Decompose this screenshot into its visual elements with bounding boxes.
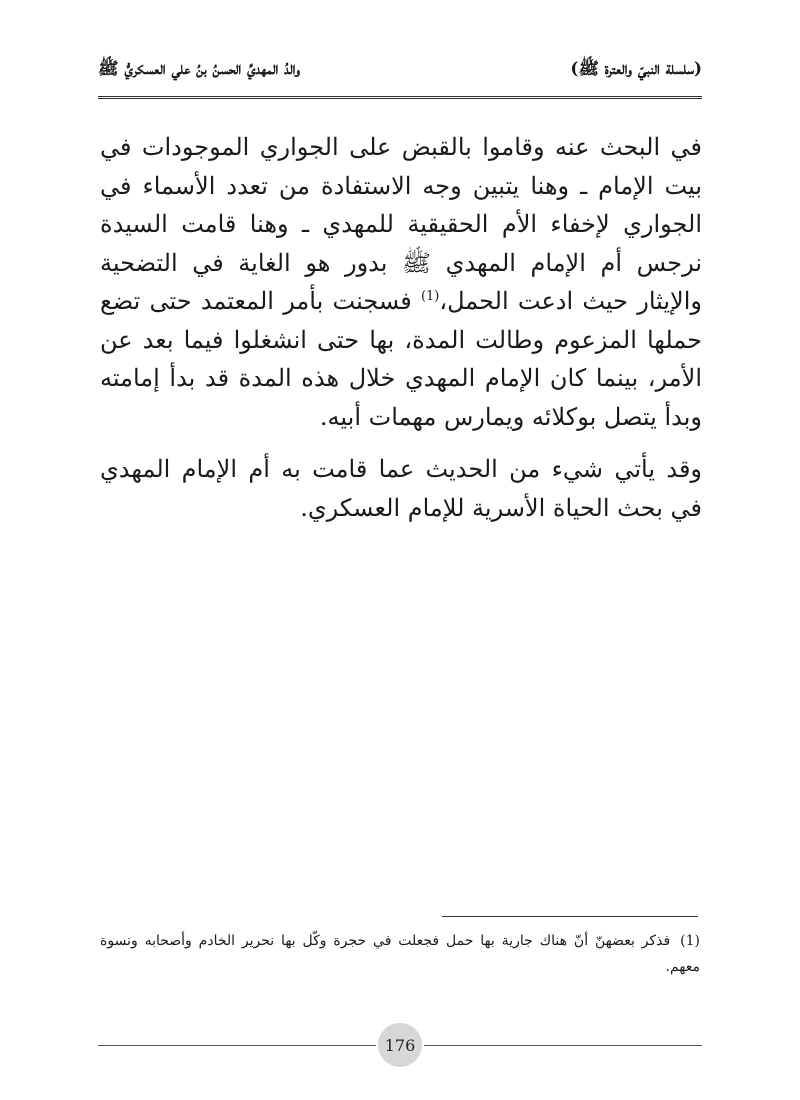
main-text (100, 128, 702, 541)
footnote-divider (442, 916, 698, 917)
page-number-rule-left (98, 1045, 376, 1046)
paragraph-2: وقد يأتي شيء من الحديث عما قامت به أم الإمام المهدي في بحث الحياة الأسرية للإمام العسكري. (100, 455, 702, 522)
chapter-title: والدُ المهديِّ الحسنُ بنُ علي العسكريُّ ﷺ (98, 59, 301, 79)
footnote (100, 928, 700, 980)
page-number (378, 1023, 422, 1067)
footnote-number: (1) (680, 933, 700, 949)
running-header (98, 58, 702, 90)
paragraph-1-text-a: في البحث عنه وقاموا بالقبض على الجواري الموجودات في بيت الإمام ـ وهنا يتبين وجه الاستفادة من تعدد الأسماء في الجواري لإخفاء الأم الحقيقية للمهدي ـ وهنا قامت السيدة نرجس أم الإمام المهدي ﷺ بدور هو الغاية في التضحية والإيثار حيث ادعت الحمل، (100, 133, 702, 315)
page-number-rule-right (424, 1045, 702, 1046)
footnote-text: فذكر بعضهنّ أنّ هناك جارية بها حمل فجعلت في حجرة وكّل بها نحرير الخادم وأصحابه ونسوة معهم. (100, 933, 700, 975)
header-divider (98, 96, 702, 99)
paragraph-1 (100, 128, 702, 436)
page-number-label: 176 (384, 1035, 416, 1055)
series-title: (سلسلة النبيّ والعترة ﷺ) (570, 59, 702, 79)
paragraph-1-text-b: فسجنت بأمر المعتمد حتى تضع حملها المزعوم وطالت المدة، بها حتى انشغلوا فيما بعد عن الأمر، بينما كان الإمام المهدي خلال هذه المدة قد بدأ إمامته وبدأ يتصل بوكلائه ويمارس مهمات أبيه. (100, 287, 702, 431)
footnote-reference[interactable]: (1) (420, 289, 440, 304)
